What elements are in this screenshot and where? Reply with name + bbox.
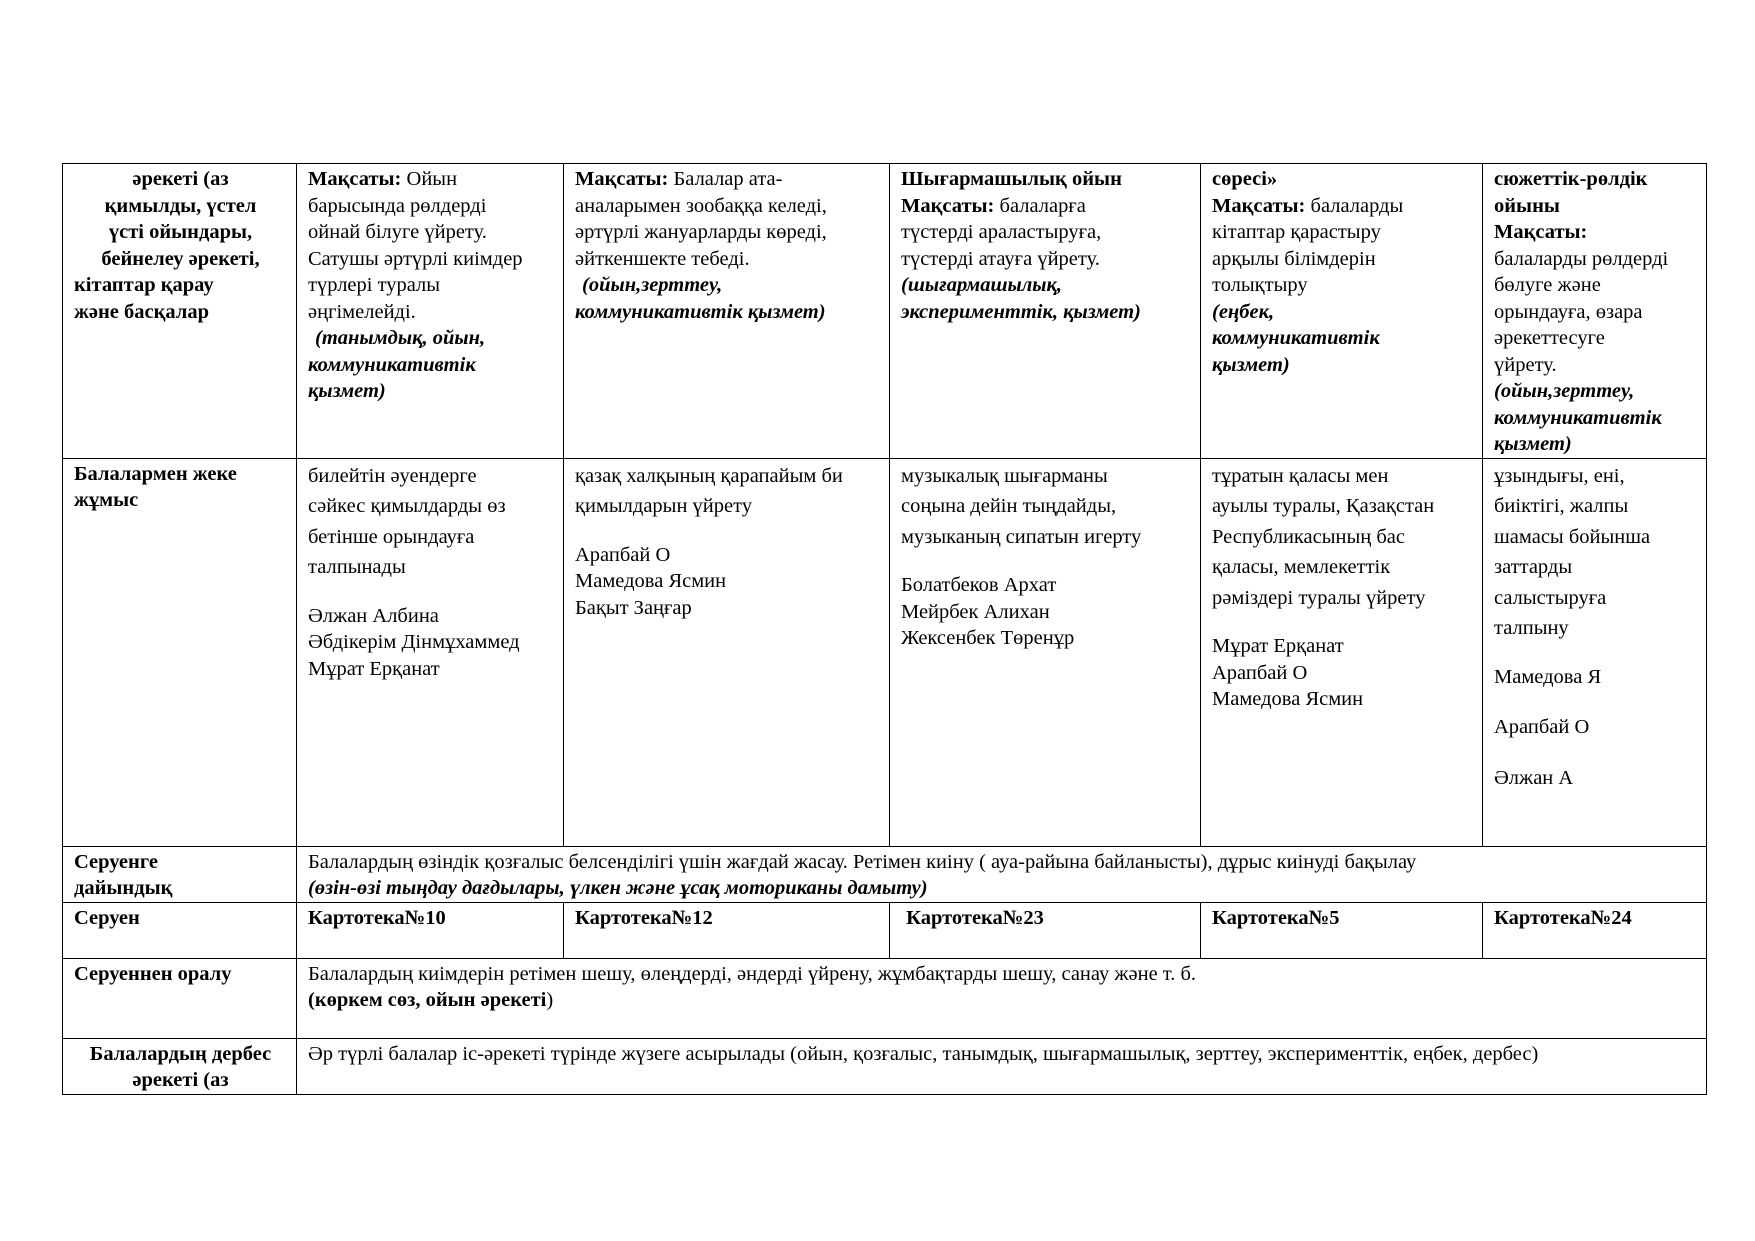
activity-cell-3: Шығармашылық ойын Мақсаты: балаларға түстерді араластыруға, түстерді атауға үйрету. (шығармашылық, эксперименттік, қызмет) (890, 164, 1201, 459)
row-label-walk-preparation: Серуенге дайындық (63, 846, 297, 902)
individual-cell-3: музыкалық шығарманы соңына дейін тыңдайды, музыканың сипатын игерту Болатбеков Архат Мейрбек Алихан Жексенбек Төренұр (890, 458, 1201, 846)
card-index-cell: Картотека№23 (890, 902, 1201, 958)
activity-cell-1: Мақсаты: Ойын барысында рөлдерді ойнай білуге үйрету. Сатушы әртүрлі киімдер түрлері туралы әңгімелейді. (танымдық, ойын, коммуникативтік қызмет) (297, 164, 564, 459)
table-row (63, 958, 1707, 1038)
row-label-independent-activity: Балалардың дербес әрекеті (аз (63, 1038, 297, 1094)
child-name: Бақыт Заңғар (575, 596, 692, 619)
child-name: Арапбай О (575, 543, 671, 566)
activity-cell-4: сөресі» Мақсаты: балаларды кітаптар қарастыру арқылы білімдерін толықтыру (еңбек, коммуникативтік қызмет) (1201, 164, 1483, 459)
child-name: Әлжан Албина (308, 604, 439, 627)
child-name: Мамедова Я (1494, 665, 1602, 688)
child-name: Мейрбек Алихан (901, 600, 1050, 623)
walk-preparation-cell: Балалардың өзіндік қозғалыс белсенділігі үшін жағдай жасау. Ретімен киіну ( ауа-райына байланысты), дұрыс киінуді бақылау (өзін-өзі тыңдау дағдылары, үлкен және ұсақ моториканы дамыту) (297, 846, 1707, 902)
card-index-cell: Картотека№10 (297, 902, 564, 958)
table-row (63, 1038, 1707, 1094)
table-row (63, 164, 1707, 459)
individual-cell-5: ұзындығы, ені, биіктігі, жалпы шамасы бойынша заттарды салыстыруға талпыну Мамедова Я Арапбай О Әлжан А (1483, 458, 1707, 846)
table-row (63, 846, 1707, 902)
child-name: Жексенбек Төренұр (901, 627, 1075, 649)
individual-cell-1: билейтін әуендерге сәйкес қимылдарды өз бетінше орындауға талпынады Әлжан Албина Әбдікерім Дінмұхаммед Мұрат Ерқанат (297, 458, 564, 846)
independent-activity-cell: Әр түрлі балалар іс-әрекеті түрінде жүзеге асырылады (ойын, қозғалыс, танымдық, шығармашылық, зерттеу, эксперименттік, еңбек, дербес) (297, 1038, 1707, 1094)
card-index-cell: Картотека№5 (1201, 902, 1483, 958)
child-name: Арапбай О (1212, 661, 1308, 684)
card-index-cell: Картотека№24 (1483, 902, 1707, 958)
row-label-individual-work: Балалармен жеке жұмыс (63, 458, 297, 846)
child-name: Әбдікерім Дінмұхаммед (308, 631, 520, 653)
child-name: Әлжан А (1494, 766, 1574, 789)
daily-plan-table (62, 163, 1707, 1095)
activity-cell-2: Мақсаты: Балалар ата- аналарымен зообаққа келеді, әртүрлі жануарларды көреді, әйткеншекте тебеді. (ойын,зерттеу, коммуникативтік қызмет) (564, 164, 890, 459)
child-name: Мамедова Ясмин (575, 570, 727, 592)
row-label-walk: Серуен (63, 902, 297, 958)
return-from-walk-cell: Балалардың киімдерін ретімен шешу, өлеңдерді, әндерді үйрену, жұмбақтарды шешу, санау және т. б. (көркем сөз, ойын әрекеті) (297, 958, 1707, 1038)
activity-cell-5: сюжеттік-рөлдік ойыны Мақсаты: балаларды рөлдерді бөлуге және орындауға, өзара әрекеттесуге үйрету. (ойын,зерттеу, коммуникативтік қызмет) (1483, 164, 1707, 459)
child-name: Арапбай О (1494, 716, 1590, 738)
child-name: Болатбеков Архат (901, 574, 1057, 596)
table-row (63, 458, 1707, 846)
card-index-cell: Картотека№12 (564, 902, 890, 958)
row-label-activity: әрекеті (аз қимылды, үстел үсті ойындары, бейнелеу әрекеті, кітаптар қарау және басқалар (63, 164, 297, 459)
child-name: Мұрат Ерқанат (308, 657, 440, 680)
table-row (63, 902, 1707, 958)
row-label-return-from-walk: Серуеннен оралу (63, 958, 297, 1038)
child-name: Мұрат Ерқанат (1212, 635, 1344, 657)
individual-cell-2: қазақ халқының қарапайым би қимылдарын үйрету Арапбай О Мамедова Ясмин Бақыт Заңғар (564, 458, 890, 846)
child-name: Мамедова Ясмин (1212, 688, 1364, 710)
individual-cell-4: тұратын қаласы мен ауылы туралы, Қазақстан Республикасының бас қаласы, мемлекеттік рәміздері туралы үйрету Мұрат Ерқанат Арапбай О Мамедова Ясмин (1201, 458, 1483, 846)
